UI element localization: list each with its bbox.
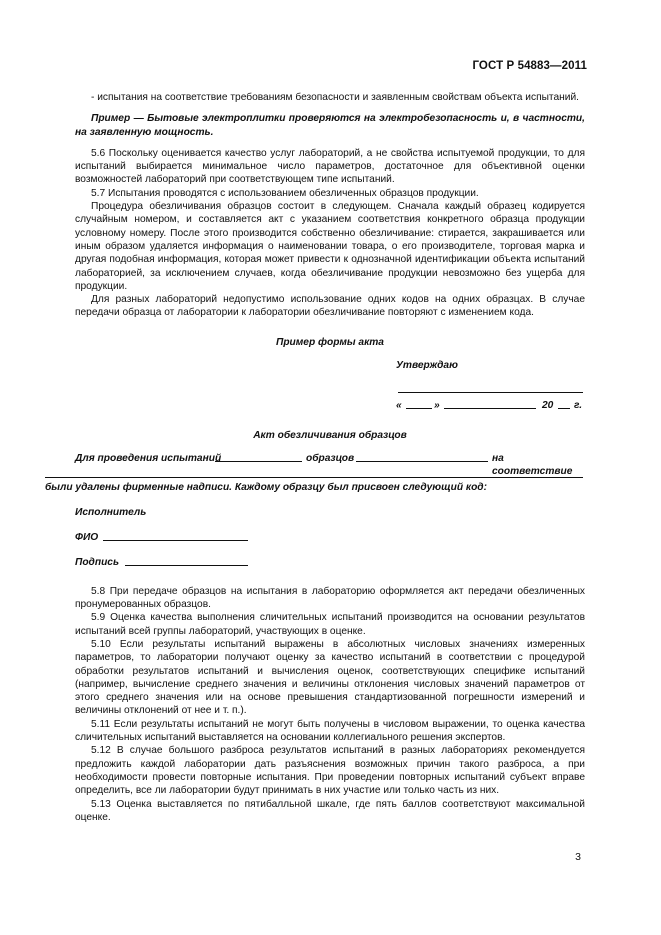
clause-5-6: 5.6 Поскольку оценивается качество услуг лабораторий, а не свойства испытуемой продукции, то для испытаний выбирается минимальное число параметров, достаточное для объективной оценки возможностей лабораторий при соответствующем типе испытаний. — [75, 147, 585, 186]
clause-5-13: 5.13 Оценка выставляется по пятибалльной шкале, где пять баллов соответствуют максимальной оценке. — [75, 798, 585, 823]
date-close-quote: » — [434, 399, 440, 411]
clause-5-11: 5.11 Если результаты испытаний не могут быть получены в числовом выражении, то оценка качества сличительных испытаний выставляется на основании коллегиального решения экспертов. — [75, 718, 585, 744]
date-month-line — [444, 399, 536, 409]
approve-signature-line — [398, 383, 583, 393]
act-form-example — [45, 336, 585, 569]
act-full-line — [45, 468, 583, 478]
clause-5-7: 5.7 Испытания проводятся с использованием обезличенных образцов продукции. — [91, 187, 479, 199]
act-line1-start: Для проведения испытаний — [75, 452, 222, 464]
date-year-suffix: г. — [574, 399, 583, 411]
clause-5-8: 5.8 При передаче образцов на испытания в лабораторию оформляется акт передачи обезличенных пронумерованных образцов. — [75, 585, 585, 611]
executor-label: Исполнитель — [75, 506, 147, 518]
signature-line — [125, 556, 248, 566]
standard-number: ГОСТ Р 54883—2011 — [472, 60, 587, 72]
date-year-line — [558, 399, 570, 409]
approve-label: Утверждаю — [396, 359, 458, 371]
form-example-title: Пример формы акта — [276, 336, 384, 348]
act-removed-text: были удалены фирменные надписи. Каждому образцу был присвоен следующий код: — [45, 481, 487, 493]
page-number: 3 — [575, 851, 581, 863]
act-line1-end: на соответствие — [492, 452, 573, 478]
document-body — [45, 91, 585, 824]
fio-label: ФИО — [75, 531, 99, 543]
example-note: Пример — Бытовые электроплитки проверяются на электробезопасность и, в частности, на заявленную мощность. — [75, 113, 585, 138]
paragraph-labs: Для разных лабораторий недопустимо использование одних кодов на одних образцах. В случае передачи образца от лаборатории к лаборатории обезличивание повторяют с изменением кода. — [75, 294, 585, 319]
clause-5-10: 5.10 Если результаты испытаний выражены в абсолютных числовых значениях измеренных параметров, то лаборатории получают оценку за качество испытаний в соответствии с процедурой обработки результатов испытаний и вычисления оценок, соответствующих специфике испытаний (например, вычисление среднего значения и величины отклонения числовых значений параметров от этого среднего значения или на основе превышения стандартизованной погрешности измерений и величины отклонений от нее и т. п.). — [75, 638, 585, 717]
act-samples-line — [356, 452, 488, 462]
fio-line — [103, 531, 248, 541]
paragraph-procedure: Процедура обезличивания образцов состоит в следующем. Сначала каждый образец кодируется случайным номером, и составляется акт с указанием соответствия конкретного образца продукции условному номеру. После этого производится собственно обезличивание: стирается, закрашивается или иным образом удаляется информация о наименовании товара, о его производителе, торговая марка и другая подобная информация, которая может привести к однозначной идентификации объекта испытаний лабораторией, за исключением случаев, когда обезличивание продукции невозможно без ущерба для продукции. — [75, 201, 585, 292]
act-line1-mid: образцов — [306, 452, 355, 464]
paragraph-dash-item: - испытания на соответствие требованиям безопасности и заявленным свойствам объекта испытаний. — [91, 92, 579, 103]
signature-label: Подпись — [75, 556, 120, 568]
date-year-prefix: 20 — [542, 399, 554, 411]
date-open-quote: « — [396, 399, 402, 411]
clause-5-9: 5.9 Оценка качества выполнения сличительных испытаний производится на основании результатов испытаний всей группы лабораторий, участвующих в оценке. — [75, 612, 585, 637]
act-title: Акт обезличивания образцов — [253, 429, 407, 441]
date-day-line — [406, 399, 432, 409]
clause-5-12: 5.12 В случае большого разброса результатов испытаний в разных лабораториях рекомендуется предложить каждой лаборатории дать разъяснения возможных причин такого разброса, а при необходимости провести повторные испытания. При проведении повторных испытаний субъект вправе определить, все ли лаборатории будут принимать в них участие или только часть из них. — [75, 745, 585, 797]
act-test-type-line — [215, 452, 302, 462]
